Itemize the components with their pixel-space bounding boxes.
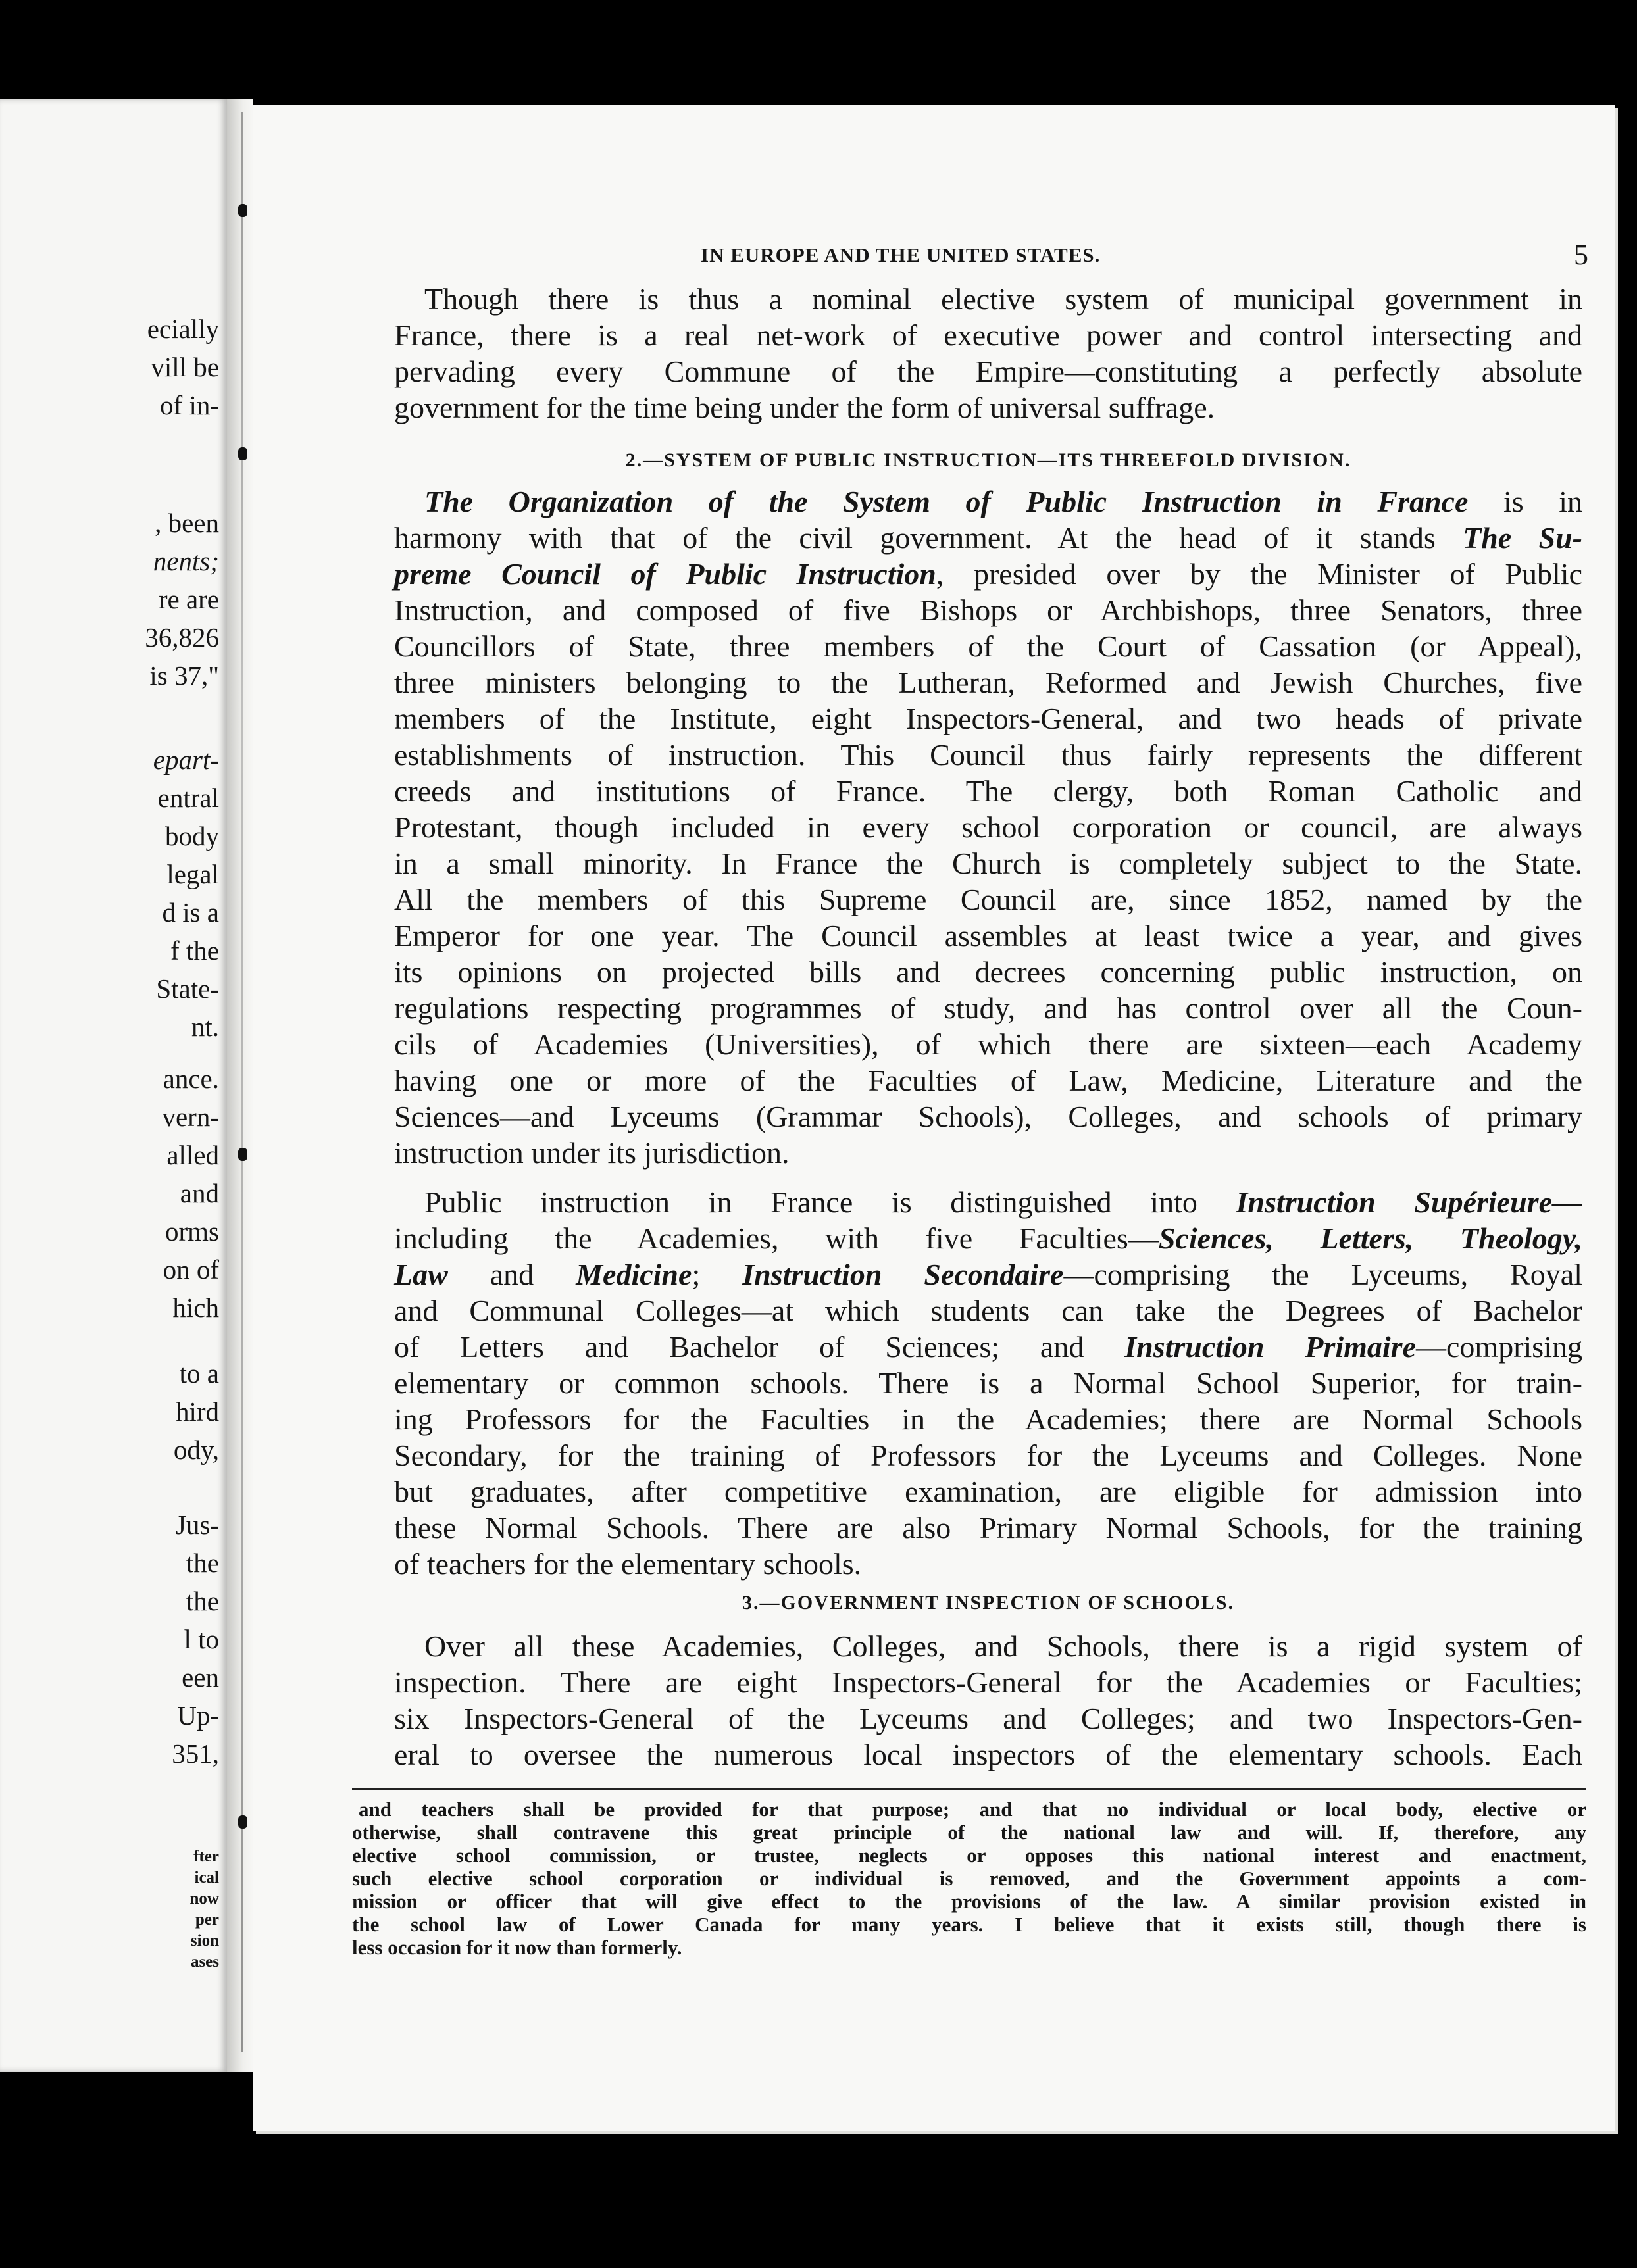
- text-line: these Normal Schools. There are also Primary Normal Schools, for the training: [394, 1511, 1582, 1544]
- text-line: three ministers belonging to the Lutheran, Reformed and Jewish Churches, five: [394, 666, 1582, 699]
- italic-phrase: Instruction Supérieure—: [1236, 1185, 1582, 1219]
- text-run: is in: [1468, 485, 1582, 518]
- text-run: , presided over by the Minister of Public: [936, 557, 1582, 591]
- text-line: [394, 1223, 1582, 1254]
- left-fragment: of in-: [160, 390, 219, 420]
- text-line: Instruction, and composed of five Bishops or Archbishops, three Senators, three: [394, 593, 1582, 627]
- text-line: cils of Academies (Universities), of which there are sixteen—each Academy: [394, 1027, 1582, 1061]
- left-fragment: to a: [179, 1358, 219, 1389]
- text-line: ing Professors for the Faculties in the Academies; there are Normal Schools: [394, 1402, 1582, 1436]
- text-line: Secondary, for the training of Professors for the Lyceums and Colleges. None: [394, 1439, 1582, 1472]
- text-line: six Inspectors-General of the Lyceums and Colleges; and two Inspectors-Gen-: [394, 1702, 1582, 1735]
- footnote-line: elective school commission, or trustee, neglects or opposes this national interest and enactment,: [352, 1844, 1586, 1867]
- left-fragment: alled: [166, 1140, 219, 1170]
- running-head-title: IN EUROPE AND THE UNITED STATES.: [701, 243, 1101, 266]
- left-fragment: entral: [157, 783, 219, 813]
- left-footnote-fragment: now: [189, 1890, 219, 1908]
- text-line: of teachers for the elementary schools.: [394, 1547, 862, 1581]
- text-line: Sciences—and Lyceums (Grammar Schools), Colleges, and schools of primary: [394, 1100, 1582, 1133]
- left-fragment: body: [165, 821, 219, 851]
- left-footnote-fragment: sion: [190, 1932, 219, 1950]
- text-line: Over all these Academies, Colleges, and Schools, there is a rigid system of: [424, 1629, 1582, 1663]
- text-line: Councillors of State, three members of the Court of Cassation (or Appeal),: [394, 629, 1582, 663]
- binding-stitch-mark: [238, 447, 247, 460]
- text-line: [424, 487, 1582, 517]
- left-fragment: f the: [170, 935, 219, 966]
- footnote-line: otherwise, shall contravene this great principle of the national law and will. If, therefore, any: [352, 1821, 1586, 1844]
- italic-phrase: Medicine: [576, 1258, 692, 1291]
- text-line: having one or more of the Faculties of Law, Medicine, Literature and the: [394, 1064, 1582, 1097]
- left-page-fragment: [0, 99, 227, 2072]
- left-fragment: nt.: [191, 1012, 219, 1042]
- text-run: harmony with that of the civil government. At the head of it stands: [394, 521, 1463, 555]
- left-fragment: epart-: [153, 745, 219, 775]
- text-line: elementary or common schools. There is a Normal School Superior, for train-: [394, 1366, 1582, 1400]
- footnote-line: the school law of Lower Canada for many years. I believe that it exists still, though there is: [352, 1913, 1586, 1936]
- binding-stitch-mark: [238, 1148, 247, 1161]
- text-run: including the Academies, with five Faculties—: [394, 1221, 1159, 1255]
- text-line: and Communal Colleges—at which students can take the Degrees of Bachelor: [394, 1294, 1582, 1327]
- left-footnote-fragment: per: [195, 1911, 219, 1929]
- left-fragment: Jus-: [175, 1510, 219, 1540]
- left-fragment: , been: [155, 508, 219, 538]
- text-line: Though there is thus a nominal elective system of municipal government in: [424, 282, 1582, 316]
- text-line: Protestant, though included in every school corporation or council, are always: [394, 810, 1582, 844]
- text-run: —comprising the Lyceums, Royal: [1063, 1258, 1582, 1291]
- text-run: Public instruction in France is distinguished into: [424, 1185, 1236, 1219]
- left-fragment: 351,: [172, 1738, 219, 1769]
- italic-phrase: The Organization of the System of Public Instruction in France: [424, 485, 1469, 518]
- book-page: [253, 105, 1615, 2131]
- binding-stitch-mark: [238, 204, 247, 217]
- text-line: establishments of instruction. This Council thus fairly represents the different: [394, 738, 1582, 772]
- binding-thread: [241, 112, 243, 2052]
- left-fragment: een: [182, 1662, 219, 1692]
- italic-phrase: The Su-: [1463, 521, 1582, 555]
- left-fragment: d is a: [162, 897, 219, 927]
- left-fragment: the: [186, 1548, 219, 1578]
- footnote-line: and teachers shall be provided for that purpose; and that no individual or local body, elective or: [359, 1798, 1586, 1821]
- text-run: —comprising: [1416, 1330, 1582, 1364]
- text-run: ;: [692, 1258, 743, 1291]
- italic-phrase: Sciences, Letters, Theology,: [1158, 1221, 1583, 1255]
- text-line: France, there is a real net-work of executive power and control intersecting and: [394, 318, 1582, 352]
- italic-phrase: Instruction Primaire: [1124, 1330, 1417, 1364]
- section-heading-text: GOVERNMENT INSPECTION OF SCHOOLS.: [780, 1592, 1234, 1614]
- text-line: [394, 559, 1582, 589]
- text-run: and: [447, 1258, 576, 1291]
- text-line: members of the Institute, eight Inspectors-General, and two heads of private: [394, 702, 1582, 735]
- footnote-rule: [352, 1788, 1586, 1790]
- left-fragment: on of: [163, 1254, 219, 1285]
- left-fragment: ance.: [163, 1064, 219, 1094]
- text-line: government for the time being under the form of universal suffrage.: [394, 391, 1215, 424]
- left-fragment: nents;: [153, 546, 219, 576]
- italic-phrase: Law: [394, 1258, 448, 1291]
- left-fragment: ecially: [147, 314, 219, 344]
- page-number: 5: [1574, 239, 1588, 271]
- left-footnote-fragment: ases: [190, 1953, 219, 1971]
- left-fragment: 36,826: [145, 622, 219, 653]
- left-fragment: State-: [156, 974, 219, 1004]
- text-line: Emperor for one year. The Council assembles at least twice a year, and gives: [394, 919, 1582, 952]
- book-gutter: [227, 99, 253, 2072]
- section-heading: [394, 1593, 1582, 1613]
- section-heading-number: 3.—: [742, 1592, 781, 1614]
- section-heading: [394, 451, 1582, 470]
- left-footnote-fragment: ical: [194, 1869, 219, 1886]
- text-line: instruction under its jurisdiction.: [394, 1136, 790, 1170]
- text-line: [394, 1260, 1582, 1290]
- left-fragment: orms: [165, 1216, 219, 1246]
- left-fragment: is 37,": [149, 660, 219, 691]
- footnote-line: such elective school corporation or individual is removed, and the Government appoints a com-: [352, 1867, 1586, 1890]
- text-line: its opinions on projected bills and decrees concerning public instruction, on: [394, 955, 1582, 989]
- footnote-line: mission or officer that will give effect to the provisions of the law. A similar provision existed in: [352, 1890, 1586, 1913]
- section-heading-text: SYSTEM OF PUBLIC INSTRUCTION—ITS THREEFOLD DIVISION.: [664, 449, 1351, 471]
- text-line: [394, 1332, 1582, 1362]
- text-line: pervading every Commune of the Empire—constituting a perfectly absolute: [394, 355, 1582, 388]
- left-fragment: hird: [175, 1396, 219, 1427]
- text-line: All the members of this Supreme Council are, since 1852, named by the: [394, 883, 1582, 916]
- text-run: of Letters and Bachelor of Sciences; and: [394, 1330, 1125, 1364]
- left-footnote-fragment: fter: [193, 1848, 219, 1865]
- left-fragment: legal: [166, 859, 219, 889]
- italic-phrase: Instruction Secondaire: [742, 1258, 1064, 1291]
- left-fragment: the: [186, 1586, 219, 1616]
- left-fragment: and: [180, 1178, 219, 1208]
- text-line: regulations respecting programmes of study, and has control over all the Coun-: [394, 991, 1582, 1025]
- left-fragment: l to: [184, 1624, 219, 1654]
- left-fragment: hich: [172, 1293, 219, 1323]
- italic-phrase: preme Council of Public Instruction: [394, 557, 936, 591]
- text-line: eral to oversee the numerous local inspectors of the elementary schools. Each: [394, 1738, 1582, 1771]
- section-heading-number: 2.—: [625, 449, 665, 471]
- left-fragment: re are: [158, 584, 219, 614]
- left-fragment: vill be: [151, 352, 219, 382]
- footnote-line: less occasion for it now than formerly.: [352, 1936, 682, 1959]
- text-line: [424, 1187, 1582, 1218]
- running-head: [253, 238, 1615, 271]
- left-fragment: ody,: [173, 1435, 219, 1465]
- text-line: [394, 523, 1582, 553]
- text-line: creeds and institutions of France. The clergy, both Roman Catholic and: [394, 774, 1582, 808]
- text-line: but graduates, after competitive examination, are eligible for admission into: [394, 1475, 1582, 1508]
- text-line: in a small minority. In France the Church is completely subject to the State.: [394, 847, 1582, 880]
- binding-stitch-mark: [238, 1815, 247, 1829]
- left-fragment: Up-: [177, 1700, 219, 1731]
- left-fragment: vern-: [162, 1102, 219, 1132]
- text-line: inspection. There are eight Inspectors-General for the Academies or Faculties;: [394, 1665, 1582, 1699]
